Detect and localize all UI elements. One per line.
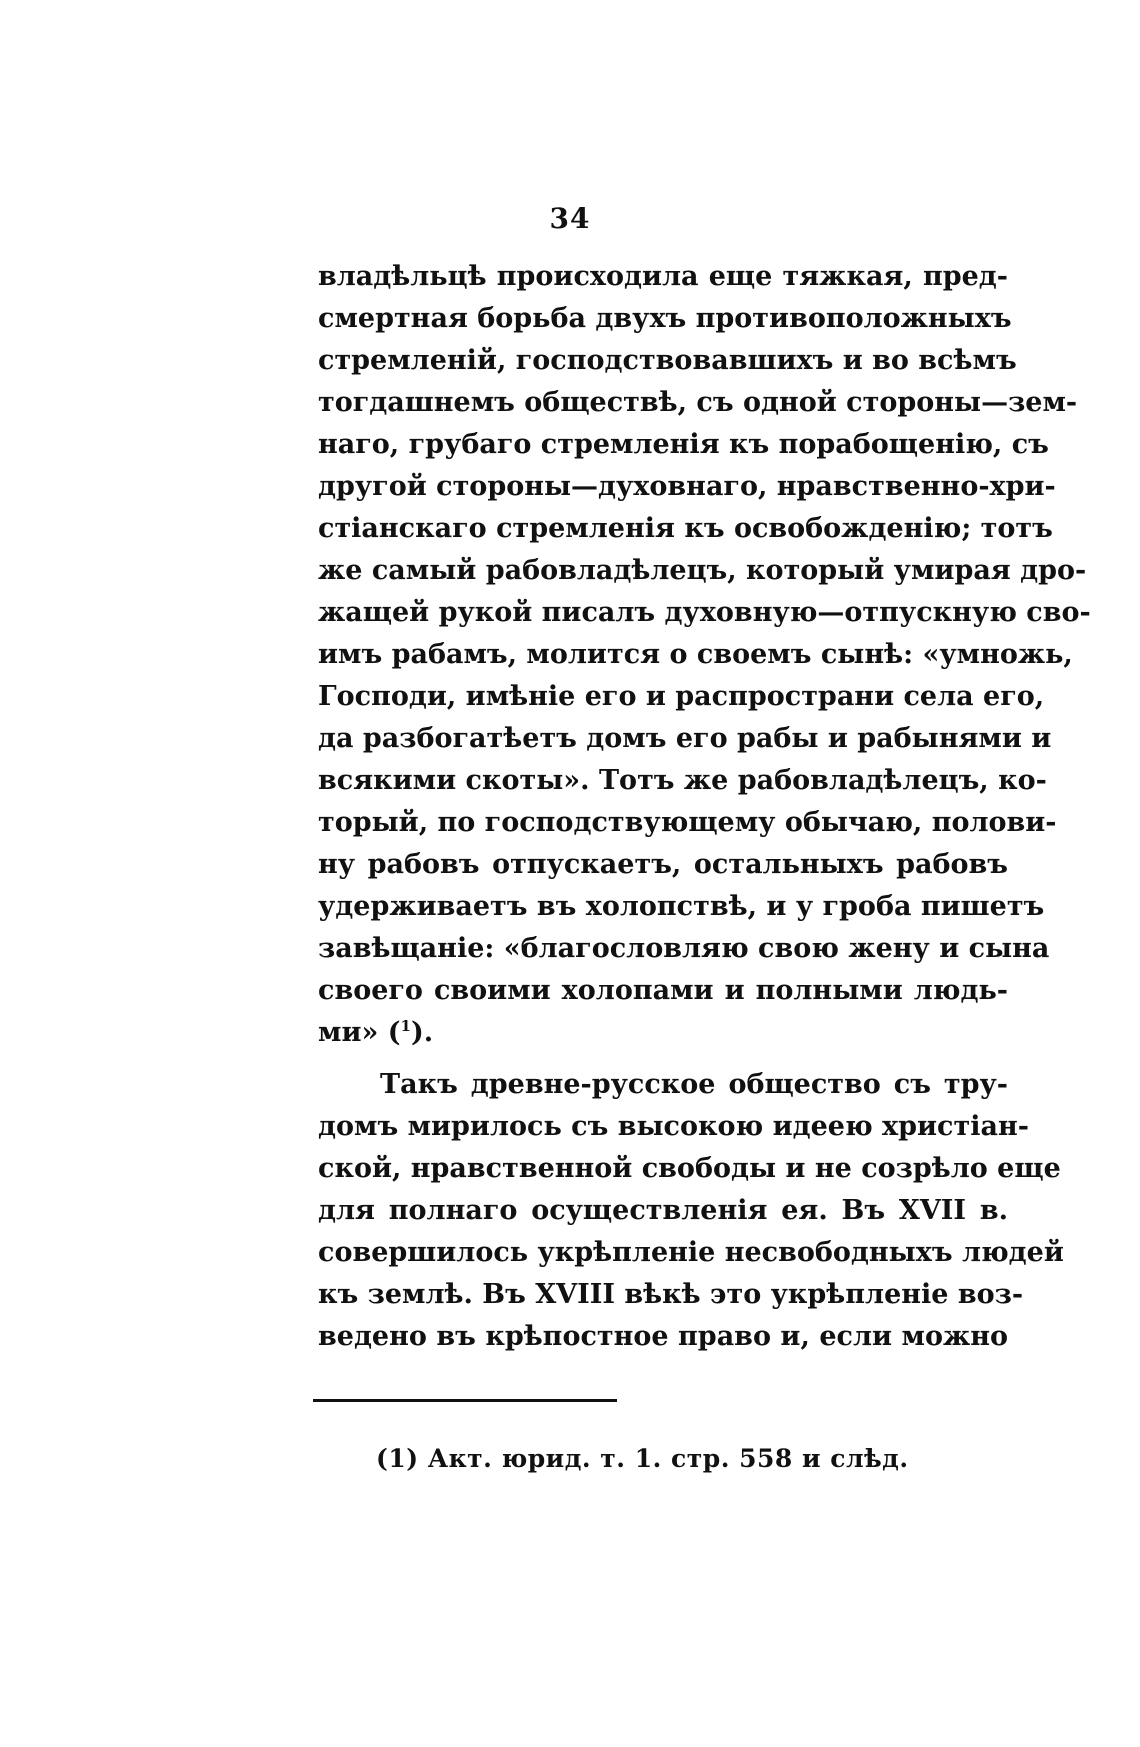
text-line: ведено въ крѣпостное право и, если можно: [318, 1321, 1008, 1352]
text-line: своего своими холопами и полными людь-: [318, 975, 1008, 1006]
text-line: удерживаетъ въ холопствѣ, и у гроба пишетъ: [318, 891, 1045, 922]
text-line: жащей рукой писалъ духовную—отпускную сво-: [318, 597, 1091, 628]
text-line-last: [318, 1012, 1008, 1054]
footnote-ref-close: ).: [410, 1017, 434, 1048]
footnote-ref-open: (: [387, 1017, 401, 1048]
footnote-ref-mark: 1: [400, 1017, 411, 1035]
text-line: къ землѣ. Въ XVIII вѣкѣ это укрѣпленіе воз-: [318, 1279, 1024, 1310]
text-line: ской, нравственной свободы и не созрѣло еще: [318, 1153, 1061, 1184]
text-line: Господи, имѣніе его и распространи села его,: [318, 681, 1045, 712]
text-line: стремленій, господствовавшихъ и во всѣмъ: [318, 345, 1017, 376]
text-line: всякими скоты». Тотъ же рабовладѣлецъ, ко-: [318, 765, 1047, 796]
paragraph-gap: [318, 1054, 1008, 1064]
paragraph-1: [318, 256, 1091, 1054]
text-line: торый, по господствующему обычаю, полови-: [318, 807, 1057, 838]
text-line: домъ мирилось съ высокою идеею христіан-: [318, 1111, 1029, 1142]
text-line: совершилось укрѣпленіе несвободныхъ людей: [318, 1237, 1064, 1268]
page-number: 34: [549, 202, 591, 235]
text-line: другой стороны—духовнаго, нравственно-хри-: [318, 471, 1056, 502]
text-line: для полнаго осуществленія ея. Въ XVII в.: [318, 1195, 1008, 1226]
text-line-end: ми»: [318, 1017, 379, 1048]
text-line: владѣльцѣ происходила еще тяжкая, пред-: [318, 261, 1008, 292]
text-line: имъ рабамъ, молится о своемъ сынѣ: «умножь,: [318, 639, 1073, 670]
footnote-reference: [388, 1017, 433, 1048]
footnote-divider: [313, 1399, 617, 1402]
text-line: наго, грубаго стремленія къ порабощенію, съ: [318, 429, 1049, 460]
text-line: завѣщаніе: «благословляю свою жену и сына: [318, 933, 1050, 964]
text-line: же самый рабовладѣлецъ, который умирая дро-: [318, 555, 1087, 586]
text-line: стіанскаго стремленія къ освобожденію; тотъ: [318, 513, 1053, 544]
main-text: [318, 256, 1091, 1358]
footnote: (1) Акт. юрид. т. 1. стр. 558 и слѣд.: [376, 1444, 909, 1473]
text-line: да разбогатѣетъ домъ его рабы и рабынями и: [318, 723, 1052, 754]
paragraph-2: [318, 1064, 1064, 1358]
text-line: ну рабовъ отпускаетъ, остальныхъ рабовъ: [318, 849, 1008, 880]
text-line: тогдашнемъ обществѣ, съ одной стороны—зем-: [318, 387, 1078, 418]
text-line: смертная борьба двухъ противоположныхъ: [318, 303, 1012, 334]
text-line: Такъ древне-русское общество съ тру-: [380, 1069, 1008, 1100]
